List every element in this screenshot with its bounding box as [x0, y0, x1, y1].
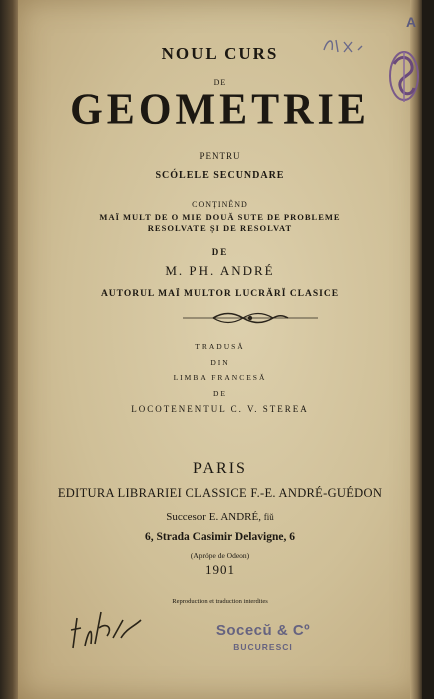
author-de: DE	[211, 247, 229, 257]
publication-year: 1901	[205, 562, 235, 577]
content-line-1: MAÏ MULT DE O MIE DOUĂ SUTE DE PROBLEME	[99, 212, 341, 222]
pentru-line: PENTRU	[199, 151, 241, 161]
title-line-de: DE	[213, 78, 227, 87]
publisher-line: EDITURA LIBRARIEI CLASSICE F.-E. ANDRÉ-GUÉDON	[57, 486, 383, 500]
stamp-bookseller: Socecŭ & Cº	[215, 622, 311, 639]
translated-line: TRADUSĂ	[195, 342, 245, 351]
stamp-city: BUCURESCI	[233, 642, 293, 652]
corner-mark: A	[406, 14, 417, 30]
ornament-divider	[183, 312, 318, 324]
language-line: LIMBA FRANCESĂ	[173, 373, 267, 382]
translator-line: LOCOTENENTUL C. V. STEREA	[131, 404, 309, 414]
author-credit: AUTORUL MAÏ MULTOR LUCRĂRĬ CLASICE	[100, 289, 340, 299]
content-line-2: RESOLVATE ȘI DE RESOLVAT	[147, 223, 293, 233]
rights-notice: Reproduction et traduction interdites	[172, 598, 268, 605]
address-line: 6, Strada Casimir Delavigne, 6	[145, 531, 295, 543]
title-line-noul-curs: NOUL CURS	[161, 44, 279, 63]
bookseller-stamp	[198, 622, 328, 652]
imprint-city: PARIS	[193, 460, 247, 477]
author-name: M. PH. ANDRÉ	[165, 263, 275, 278]
continend-line: CONȚINÊND	[192, 200, 248, 209]
successor-suffix: fiŭ	[263, 512, 274, 522]
din-line: DIN	[210, 358, 230, 367]
book-spine	[0, 0, 18, 699]
title-page	[18, 0, 422, 699]
successor-prefix: Succesor	[166, 511, 206, 523]
successor-line	[18, 511, 422, 523]
translator-de: DE	[213, 389, 227, 398]
main-title: GEOMETRIE	[70, 85, 370, 135]
near-line: (Aprópe de Odeon)	[190, 551, 250, 560]
handwritten-signature	[63, 598, 148, 658]
audience-line: SCÓLELE SECUNDARE	[155, 170, 285, 181]
successor-name: E. ANDRÉ,	[208, 511, 261, 523]
